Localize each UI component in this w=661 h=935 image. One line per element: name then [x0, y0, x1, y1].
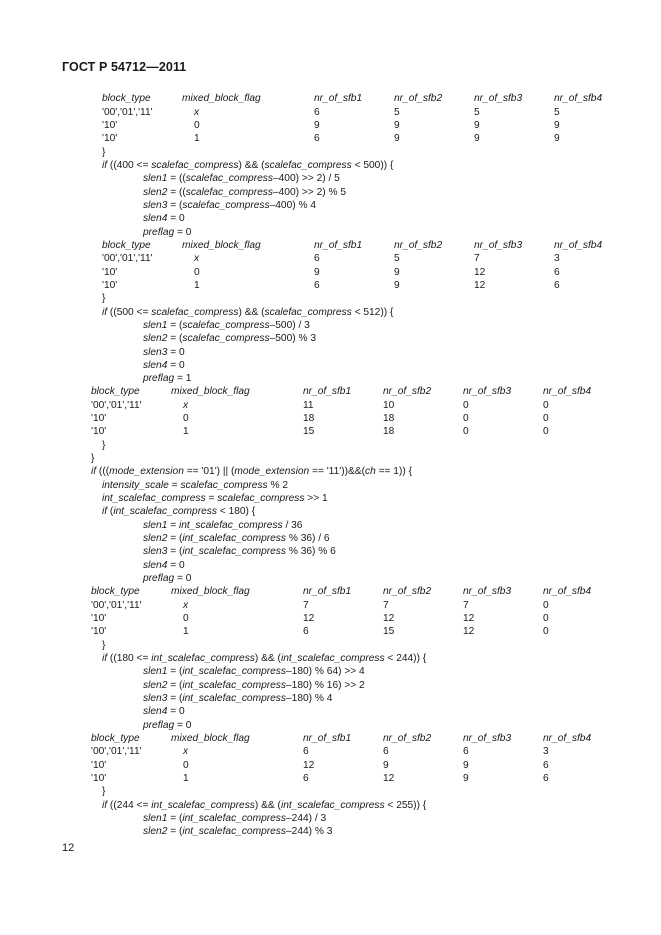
table-cell: nr_of_sfb1 — [303, 386, 352, 397]
table-cell: nr_of_sfb1 — [314, 93, 363, 104]
table-cell: 1 — [183, 426, 189, 437]
table-cell: 0 — [194, 120, 200, 131]
table-cell: nr_of_sfb1 — [314, 240, 363, 251]
code-line: slen4 = 0 — [143, 706, 185, 717]
table-cell: 9 — [554, 120, 560, 131]
table-cell: 9 — [463, 773, 469, 784]
table-cell: mixed_block_flag — [182, 93, 261, 104]
table-cell: 9 — [394, 267, 400, 278]
table-cell: 11 — [303, 400, 314, 411]
table-cell: x — [194, 107, 200, 118]
code-line: if (int_scalefac_compress < 180) { — [102, 506, 256, 517]
table-cell: mixed_block_flag — [171, 733, 250, 744]
table-cell: '10' — [102, 133, 118, 144]
table-cell: block_type — [91, 386, 140, 397]
table-cell: nr_of_sfb3 — [463, 586, 512, 597]
code-line: preflag = 0 — [143, 573, 192, 584]
code-line: slen2 = (int_scalefac_compress % 36) / 6 — [143, 533, 330, 544]
code-line: slen2 = (int_scalefac_compress–244) % 3 — [143, 826, 333, 837]
table-cell: '10' — [91, 426, 107, 437]
table-cell: '00','01','11' — [91, 600, 142, 611]
table-cell: 12 — [383, 773, 395, 784]
code-line: slen3 = (int_scalefac_compress % 36) % 6 — [143, 546, 336, 557]
table-cell: 0 — [543, 600, 549, 611]
table-cell: nr_of_sfb2 — [394, 240, 443, 251]
table-cell: 6 — [463, 746, 469, 757]
code-line: } — [102, 293, 106, 304]
code-line: slen1 = int_scalefac_compress / 36 — [143, 520, 303, 531]
table-cell: 12 — [383, 613, 395, 624]
code-line: preflag = 1 — [143, 373, 192, 384]
table-cell: block_type — [102, 240, 151, 251]
code-line: slen1 = (int_scalefac_compress–244) / 3 — [143, 813, 327, 824]
table-cell: 9 — [394, 280, 400, 291]
table-cell: nr_of_sfb1 — [303, 586, 352, 597]
table-cell: 10 — [383, 400, 395, 411]
table-cell: x — [183, 600, 189, 611]
code-line: intensity_scale = scalefac_compress % 2 — [102, 480, 289, 491]
table-cell: 12 — [303, 760, 315, 771]
code-line: } — [102, 440, 106, 451]
table-cell: 0 — [194, 267, 200, 278]
table-cell: nr_of_sfb3 — [463, 386, 512, 397]
table-cell: mixed_block_flag — [182, 240, 261, 251]
table-cell: 18 — [303, 413, 315, 424]
table-cell: nr_of_sfb1 — [303, 733, 352, 744]
code-line: slen2 = ((scalefac_compress–400) >> 2) % 5 — [143, 187, 347, 198]
table-cell: nr_of_sfb2 — [383, 733, 432, 744]
table-cell: 5 — [474, 107, 480, 118]
table-cell: 3 — [543, 746, 549, 757]
table-cell: 9 — [554, 133, 560, 144]
table-cell: nr_of_sfb2 — [383, 586, 432, 597]
table-cell: 6 — [543, 773, 549, 784]
table-cell: 0 — [183, 413, 189, 424]
table-cell: 18 — [383, 426, 395, 437]
table-cell: x — [183, 746, 189, 757]
code-line: slen1 = (int_scalefac_compress–180) % 64) >> 4 — [143, 666, 365, 677]
table-cell: 12 — [463, 626, 475, 637]
table-cell: 9 — [383, 760, 389, 771]
table-cell: 9 — [394, 120, 400, 131]
table-cell: 7 — [463, 600, 469, 611]
code-line: slen1 = ((scalefac_compress–400) >> 2) / 5 — [143, 173, 340, 184]
table-cell: nr_of_sfb4 — [554, 240, 603, 251]
table-cell: 3 — [554, 253, 560, 264]
table-cell: '10' — [91, 413, 107, 424]
code-line: slen3 = (int_scalefac_compress–180) % 4 — [143, 693, 333, 704]
code-line: if ((500 <= scalefac_compress) && (scalefac_compress < 512)) { — [102, 307, 394, 318]
table-cell: 6 — [303, 626, 309, 637]
table-cell: '00','01','11' — [91, 400, 142, 411]
code-line: } — [102, 147, 106, 158]
table-cell: nr_of_sfb3 — [463, 733, 512, 744]
table-cell: 0 — [183, 760, 189, 771]
table-cell: 7 — [303, 600, 309, 611]
table-cell: 12 — [463, 613, 475, 624]
code-line: int_scalefac_compress = scalefac_compress >> 1 — [102, 493, 328, 504]
table-cell: '00','01','11' — [102, 253, 153, 264]
code-line: slen2 = (scalefac_compress–500) % 3 — [143, 333, 317, 344]
table-cell: 7 — [474, 253, 480, 264]
table-cell: '00','01','11' — [91, 746, 142, 757]
code-line: } — [102, 640, 106, 651]
code-line: slen4 = 0 — [143, 560, 185, 571]
table-cell: 12 — [303, 613, 315, 624]
table-cell: 15 — [383, 626, 395, 637]
code-line: if (((mode_extension == '01') || (mode_extension == '11'))&&(ch == 1)) { — [91, 466, 412, 477]
table-cell: 9 — [474, 120, 480, 131]
table-cell: nr_of_sfb4 — [543, 733, 592, 744]
code-line: slen4 = 0 — [143, 213, 185, 224]
table-cell: 1 — [183, 626, 189, 637]
table-cell: block_type — [91, 733, 140, 744]
table-cell: 5 — [554, 107, 560, 118]
table-cell: 6 — [554, 267, 560, 278]
table-cell: 9 — [314, 120, 320, 131]
table-cell: mixed_block_flag — [171, 386, 250, 397]
table-cell: 0 — [543, 413, 549, 424]
table-cell: 15 — [303, 426, 315, 437]
table-cell: 6 — [543, 760, 549, 771]
table-cell: nr_of_sfb2 — [394, 93, 443, 104]
code-line: slen1 = (scalefac_compress–500) / 3 — [143, 320, 310, 331]
table-cell: 6 — [383, 746, 389, 757]
table-cell: 1 — [194, 133, 200, 144]
table-cell: nr_of_sfb3 — [474, 240, 523, 251]
table-cell: 6 — [314, 253, 320, 264]
table-cell: '10' — [91, 760, 107, 771]
code-line: slen3 = (scalefac_compress–400) % 4 — [143, 200, 317, 211]
table-cell: '10' — [102, 267, 118, 278]
table-cell: '10' — [91, 613, 107, 624]
table-cell: nr_of_sfb4 — [554, 93, 603, 104]
table-cell: 6 — [303, 746, 309, 757]
document-header: ГОСТ Р 54712—2011 — [62, 60, 187, 74]
table-cell: block_type — [91, 586, 140, 597]
table-cell: 6 — [314, 133, 320, 144]
table-cell: 1 — [194, 280, 200, 291]
code-line: if ((180 <= int_scalefac_compress) && (int_scalefac_compress < 244)) { — [102, 653, 427, 664]
code-line: slen4 = 0 — [143, 360, 185, 371]
table-cell: 6 — [303, 773, 309, 784]
table-cell: 5 — [394, 253, 400, 264]
table-cell: x — [183, 400, 189, 411]
table-cell: 9 — [474, 133, 480, 144]
table-cell: mixed_block_flag — [171, 586, 250, 597]
table-cell: 0 — [463, 413, 469, 424]
table-cell: 18 — [383, 413, 395, 424]
table-cell: 0 — [543, 426, 549, 437]
table-cell: 12 — [474, 267, 486, 278]
table-cell: '00','01','11' — [102, 107, 153, 118]
table-cell: 6 — [314, 280, 320, 291]
code-line: slen2 = (int_scalefac_compress–180) % 16) >> 2 — [143, 680, 365, 691]
table-cell: 7 — [383, 600, 389, 611]
table-cell: x — [194, 253, 200, 264]
table-cell: '10' — [102, 280, 118, 291]
code-line: slen3 = 0 — [143, 347, 185, 358]
table-cell: 6 — [314, 107, 320, 118]
table-cell: 5 — [394, 107, 400, 118]
table-cell: 9 — [394, 133, 400, 144]
table-cell: '10' — [102, 120, 118, 131]
table-cell: nr_of_sfb4 — [543, 586, 592, 597]
table-cell: 6 — [554, 280, 560, 291]
table-cell: '10' — [91, 773, 107, 784]
table-cell: 9 — [314, 267, 320, 278]
table-cell: nr_of_sfb4 — [543, 386, 592, 397]
table-cell: 0 — [463, 400, 469, 411]
table-cell: '10' — [91, 626, 107, 637]
code-line: if ((244 <= int_scalefac_compress) && (int_scalefac_compress < 255)) { — [102, 800, 427, 811]
code-line: preflag = 0 — [143, 227, 192, 238]
table-cell: 1 — [183, 773, 189, 784]
table-cell: 0 — [543, 626, 549, 637]
code-line: } — [91, 453, 95, 464]
table-cell: nr_of_sfb3 — [474, 93, 523, 104]
table-cell: 0 — [183, 613, 189, 624]
table-cell: 0 — [543, 613, 549, 624]
table-cell: 12 — [474, 280, 486, 291]
table-cell: 0 — [463, 426, 469, 437]
code-line: if ((400 <= scalefac_compress) && (scalefac_compress < 500)) { — [102, 160, 394, 171]
table-cell: 0 — [543, 400, 549, 411]
table-cell: 9 — [463, 760, 469, 771]
code-line: } — [102, 786, 106, 797]
code-line: preflag = 0 — [143, 720, 192, 731]
table-cell: nr_of_sfb2 — [383, 386, 432, 397]
page-number: 12 — [62, 842, 75, 854]
table-cell: block_type — [102, 93, 151, 104]
